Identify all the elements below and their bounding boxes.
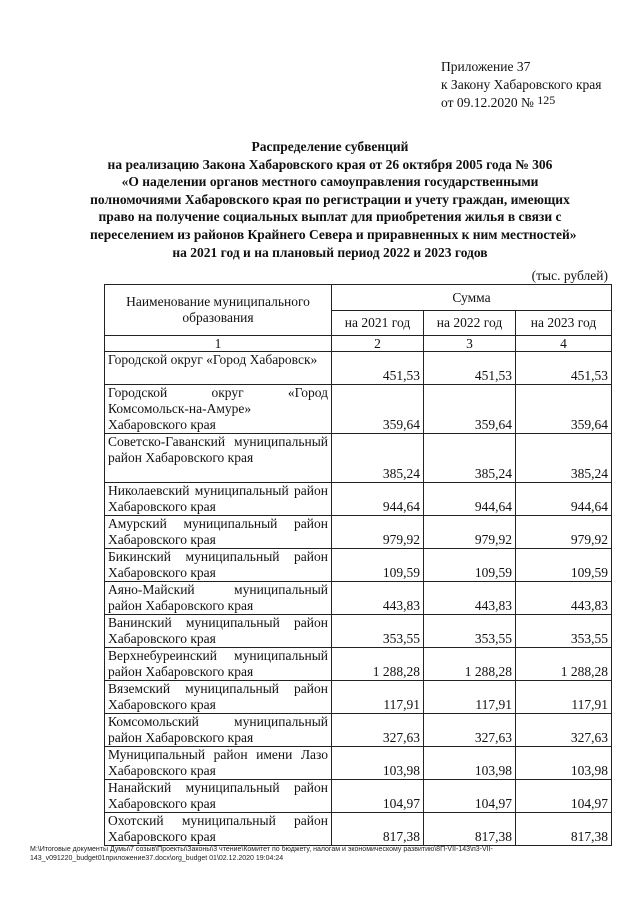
municipality-name: Городской округ «Город Комсомольск-на-Амуре» Хабаровского края xyxy=(105,385,332,434)
file-path-footer: М:\Итоговые документы Думы\7 созыв\Проекты\Законы\3 чтение\Комитет по бюджету, налогам и экономическому развитию\8П-VII-143\п3-VII-143_v091220_budget01приложение37.docx\org_budget 01\02.12.2020 19:04:24 xyxy=(30,846,493,862)
document-title xyxy=(90,138,577,261)
amount-2022: 359,64 xyxy=(424,385,516,434)
title-line: право на получение социальных выплат для приобретения жилья в связи с xyxy=(98,209,562,225)
amount-2022: 353,55 xyxy=(424,615,516,648)
amount-2021: 979,92 xyxy=(332,516,424,549)
amount-2021: 944,64 xyxy=(332,483,424,516)
amount-2021: 385,24 xyxy=(332,434,424,483)
table-row xyxy=(105,615,612,648)
title-line: полномочиями Хабаровского края по регистрации и учету граждан, имеющих xyxy=(90,191,570,207)
amount-2023: 979,92 xyxy=(516,516,612,549)
table-row xyxy=(105,780,612,813)
municipality-name: Ванинский муниципальный район Хабаровского края xyxy=(105,615,332,648)
amount-2022: 979,92 xyxy=(424,516,516,549)
appendix-date xyxy=(441,94,602,112)
title-line: переселением из районов Крайнего Севера и приравненных к ним местностей» xyxy=(90,226,577,242)
amount-2023: 109,59 xyxy=(516,549,612,582)
subsidy-table xyxy=(104,284,612,846)
table-row xyxy=(105,681,612,714)
amount-2021: 359,64 xyxy=(332,385,424,434)
amount-2022: 817,38 xyxy=(424,813,516,846)
amount-2021: 109,59 xyxy=(332,549,424,582)
appendix-header xyxy=(441,58,602,112)
table-row xyxy=(105,516,612,549)
amount-2022: 1 288,28 xyxy=(424,648,516,681)
column-number: 3 xyxy=(424,336,516,352)
amount-2022: 103,98 xyxy=(424,747,516,780)
table-row xyxy=(105,352,612,385)
table-row xyxy=(105,714,612,747)
municipality-name: Верхнебуреинский муниципальный район Хабаровского края xyxy=(105,648,332,681)
title-line: «О наделении органов местного самоуправления государственными xyxy=(121,174,539,190)
amount-2023: 327,63 xyxy=(516,714,612,747)
amount-2023: 817,38 xyxy=(516,813,612,846)
units-label: (тыс. рублей) xyxy=(531,268,608,283)
municipality-name: Охотский муниципальный район Хабаровского края xyxy=(105,813,332,846)
amount-2022: 443,83 xyxy=(424,582,516,615)
table-row xyxy=(105,747,612,780)
amount-2023: 944,64 xyxy=(516,483,612,516)
amount-2023: 451,53 xyxy=(516,352,612,385)
municipality-name: Городской округ «Город Хабаровск» xyxy=(105,352,332,385)
amount-2023: 103,98 xyxy=(516,747,612,780)
column-number: 4 xyxy=(516,336,612,352)
municipality-name: Николаевский муниципальный район Хабаровского края xyxy=(105,483,332,516)
amount-2023: 443,83 xyxy=(516,582,612,615)
municipality-name: Амурский муниципальный район Хабаровского края xyxy=(105,516,332,549)
appendix-law: к Закону Хабаровского края xyxy=(441,77,602,92)
table-row xyxy=(105,483,612,516)
amount-2023: 353,55 xyxy=(516,615,612,648)
amount-2022: 117,91 xyxy=(424,681,516,714)
header-year-2022: на 2022 год xyxy=(424,311,516,336)
title-line: на 2021 год и на плановый период 2022 и 2023 годов xyxy=(172,244,488,260)
header-year-2023: на 2023 год xyxy=(516,311,612,336)
amount-2021: 103,98 xyxy=(332,747,424,780)
municipality-name: Советско-Гаванский муниципальный район Хабаровского края xyxy=(105,434,332,483)
title-line: на реализацию Закона Хабаровского края от 26 октября 2005 года № 306 xyxy=(107,156,553,172)
column-number: 1 xyxy=(105,336,332,352)
amount-2021: 117,91 xyxy=(332,681,424,714)
table-row xyxy=(105,648,612,681)
appendix-date-prefix: от 09.12.2020 № xyxy=(441,95,534,110)
municipality-name: Бикинский муниципальный район Хабаровского края xyxy=(105,549,332,582)
appendix-law-number: 125 xyxy=(537,93,556,107)
amount-2021: 104,97 xyxy=(332,780,424,813)
municipality-name: Муниципальный район имени Лазо Хабаровского края xyxy=(105,747,332,780)
table-row xyxy=(105,434,612,483)
municipality-name: Вяземский муниципальный район Хабаровского края xyxy=(105,681,332,714)
municipality-name: Комсомольский муниципальный район Хабаровского края xyxy=(105,714,332,747)
municipality-name: Аяно-Майский муниципальный район Хабаровского края xyxy=(105,582,332,615)
table-row xyxy=(105,385,612,434)
table-header-row xyxy=(105,285,612,311)
amount-2021: 451,53 xyxy=(332,352,424,385)
amount-2023: 117,91 xyxy=(516,681,612,714)
amount-2022: 451,53 xyxy=(424,352,516,385)
amount-2023: 359,64 xyxy=(516,385,612,434)
amount-2021: 353,55 xyxy=(332,615,424,648)
amount-2021: 817,38 xyxy=(332,813,424,846)
amount-2022: 109,59 xyxy=(424,549,516,582)
amount-2022: 104,97 xyxy=(424,780,516,813)
amount-2023: 1 288,28 xyxy=(516,648,612,681)
amount-2021: 443,83 xyxy=(332,582,424,615)
header-sum: Сумма xyxy=(332,285,612,311)
amount-2023: 104,97 xyxy=(516,780,612,813)
appendix-number: Приложение 37 xyxy=(441,59,531,74)
title-line: Распределение субвенций xyxy=(251,139,409,154)
header-year-2021: на 2021 год xyxy=(332,311,424,336)
amount-2022: 385,24 xyxy=(424,434,516,483)
column-number-row xyxy=(105,336,612,352)
amount-2021: 327,63 xyxy=(332,714,424,747)
amount-2022: 327,63 xyxy=(424,714,516,747)
column-number: 2 xyxy=(332,336,424,352)
amount-2021: 1 288,28 xyxy=(332,648,424,681)
amount-2023: 385,24 xyxy=(516,434,612,483)
table-row xyxy=(105,582,612,615)
header-name: Наименование муниципального образования xyxy=(105,285,332,336)
municipality-name: Нанайский муниципальный район Хабаровского края xyxy=(105,780,332,813)
amount-2022: 944,64 xyxy=(424,483,516,516)
table-row xyxy=(105,549,612,582)
table-row xyxy=(105,813,612,846)
